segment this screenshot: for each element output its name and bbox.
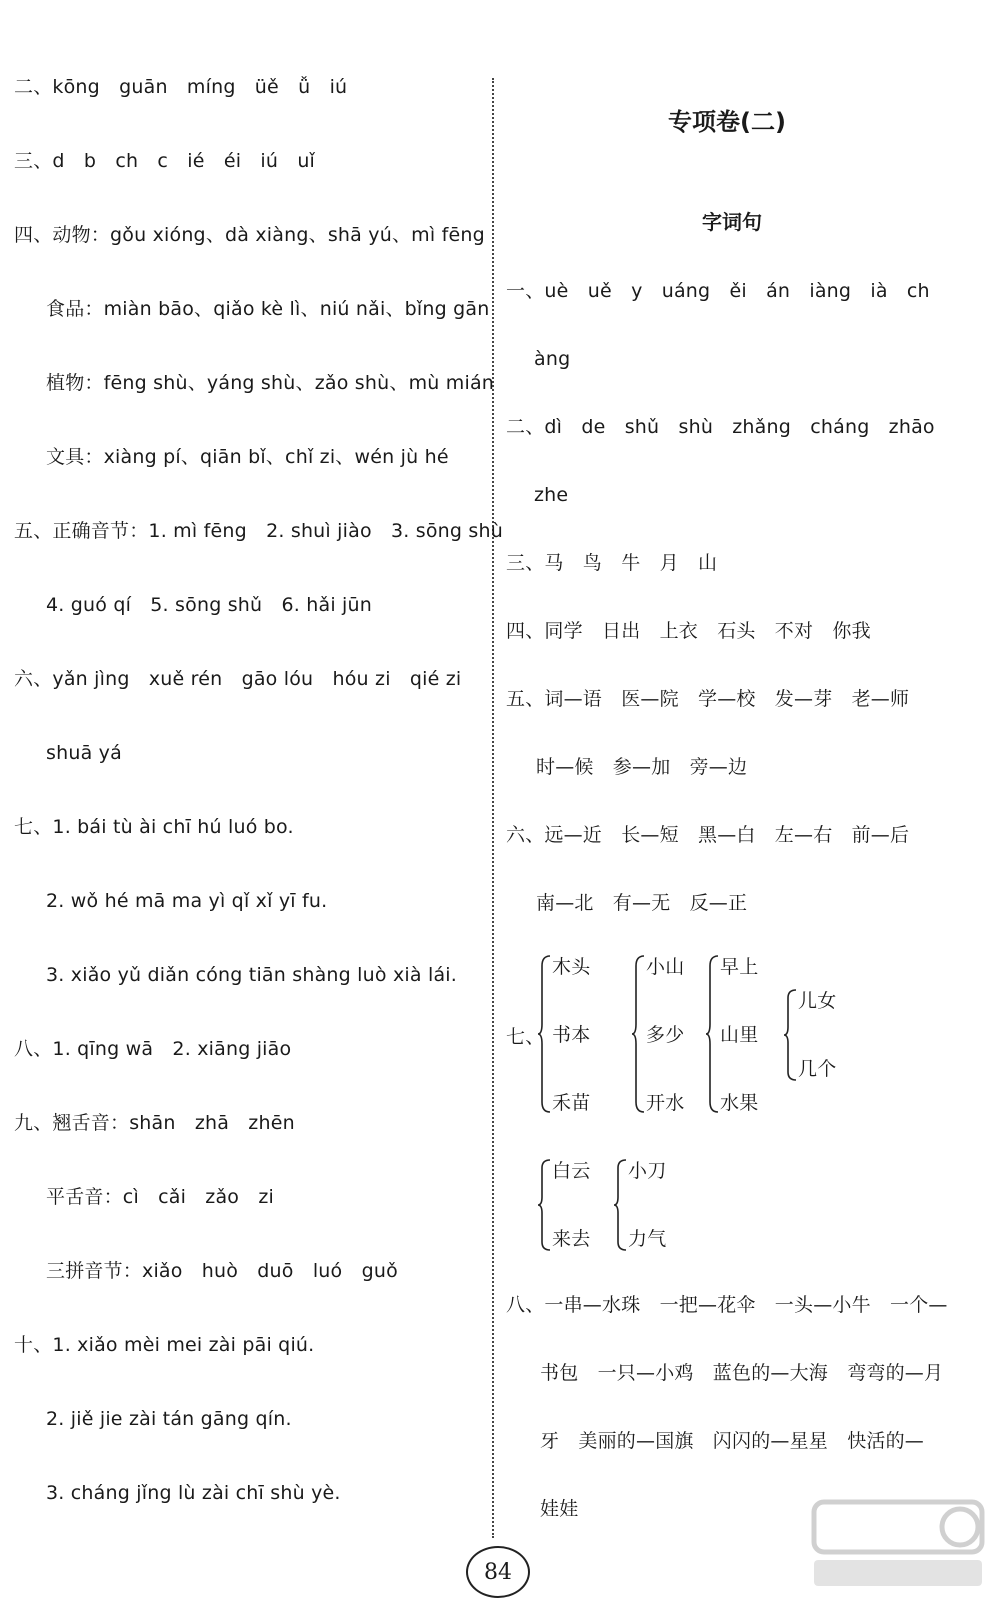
- right-answer-3: 三、马 鸟 牛 月 山: [506, 552, 718, 574]
- right-answer-4: 四、同学 日出 上衣 石头 不对 你我: [506, 620, 871, 642]
- brace-group-2: [632, 954, 646, 1114]
- group-3-item-3: 水果: [720, 1092, 759, 1114]
- left-answer-4-plants: 植物：fēng shù、yáng shù、zǎo shù、mù mián: [46, 372, 495, 394]
- group-1-item-1: 木头: [552, 956, 591, 978]
- left-answer-9b: 平舌音：cì cǎi zǎo zi: [46, 1186, 274, 1208]
- group-5-item-1: 白云: [552, 1160, 591, 1182]
- brace-group-6: [614, 1158, 628, 1252]
- page-number: 84: [466, 1546, 530, 1598]
- right-answer-8b: 书包 一只—小鸡 蓝色的—大海 弯弯的—月: [540, 1362, 944, 1384]
- column-divider: [492, 78, 494, 1538]
- group-1-item-3: 禾苗: [552, 1092, 591, 1114]
- left-answer-6a: 六、yǎn jìng xuě rén gāo lóu hóu zi qié zi: [14, 668, 462, 690]
- left-answer-8: 八、1. qīng wā 2. xiāng jiāo: [14, 1038, 292, 1060]
- left-answer-5a: 五、正确音节：1. mì fēng 2. shuì jiào 3. sōng shù: [14, 520, 503, 542]
- left-answer-4-animals: 四、动物：gǒu xióng、dà xiàng、shā yú、mì fēng: [14, 224, 485, 246]
- left-answer-9a: 九、翘舌音：shān zhā zhēn: [14, 1112, 295, 1134]
- right-answer-6a: 六、远—近 长—短 黑—白 左—右 前—后: [506, 824, 910, 846]
- group-3-item-1: 早上: [720, 956, 759, 978]
- group-4-item-2: 几个: [798, 1058, 837, 1080]
- left-answer-10b: 2. jiě jie zài tán gāng qín.: [46, 1408, 292, 1430]
- left-answer-4-food: 食品：miàn bāo、qiǎo kè lì、niú nǎi、bǐng gān: [46, 298, 490, 320]
- left-answer-9c: 三拼音节：xiǎo huò duō luó guǒ: [46, 1260, 398, 1282]
- right-answer-2a: 二、dì de shǔ shù zhǎng cháng zhāo: [506, 416, 935, 438]
- brace-group-4: [784, 988, 798, 1082]
- right-answer-1b: àng: [534, 348, 571, 370]
- right-answer-8c: 牙 美丽的—国旗 闪闪的—星星 快活的—: [540, 1430, 925, 1452]
- left-answer-10c: 3. cháng jǐng lù zài chī shù yè.: [46, 1482, 341, 1504]
- right-answer-5b: 时—候 参—加 旁—边: [536, 756, 748, 778]
- right-answer-8a: 八、一串—水珠 一把—花伞 一头—小牛 一个—: [506, 1294, 948, 1316]
- right-answer-6b: 南—北 有—无 反—正: [536, 892, 748, 914]
- group-3-item-2: 山里: [720, 1024, 759, 1046]
- group-2-item-2: 多少: [646, 1024, 685, 1046]
- left-answer-7c: 3. xiǎo yǔ diǎn cóng tiān shàng luò xià lái.: [46, 964, 458, 986]
- left-answer-5b: 4. guó qí 5. sōng shǔ 6. hǎi jūn: [46, 594, 373, 616]
- group-4-item-1: 儿女: [798, 990, 837, 1012]
- group-2-item-3: 开水: [646, 1092, 685, 1114]
- group-5-item-2: 来去: [552, 1228, 591, 1250]
- left-answer-7b: 2. wǒ hé mā ma yì qǐ xǐ yī fu.: [46, 890, 328, 912]
- watermark-logo-icon: [810, 1496, 986, 1592]
- left-answer-4-stationery: 文具：xiàng pí、qiān bǐ、chǐ zi、wén jù hé: [46, 446, 449, 468]
- right-answer-2b: zhe: [534, 484, 569, 506]
- group-1-item-2: 书本: [552, 1024, 591, 1046]
- left-answer-2: 二、kōng guān míng üě ǚ iú: [14, 76, 348, 98]
- brace-group-3: [706, 954, 720, 1114]
- brace-group-5: [538, 1158, 552, 1252]
- section-title: 专项卷(二): [668, 108, 786, 136]
- left-answer-10a: 十、1. xiǎo mèi mei zài pāi qiú.: [14, 1334, 315, 1356]
- group-2-item-1: 小山: [646, 956, 685, 978]
- left-answer-3: 三、d b ch c ié éi iú uǐ: [14, 150, 316, 172]
- section-subtitle: 字词句: [702, 210, 762, 234]
- brace-group-1: [538, 954, 552, 1114]
- group-6-item-1: 小刀: [628, 1160, 667, 1182]
- right-answer-5a: 五、词—语 医—院 学—校 发—芽 老—师: [506, 688, 910, 710]
- right-answer-7-label: 七、: [506, 1026, 545, 1048]
- left-answer-6b: shuā yá: [46, 742, 122, 764]
- right-answer-8d: 娃娃: [540, 1498, 579, 1520]
- right-answer-1a: 一、uè uě y uáng ěi án iàng ià ch: [506, 280, 930, 302]
- group-6-item-2: 力气: [628, 1228, 667, 1250]
- left-answer-7a: 七、1. bái tù ài chī hú luó bo.: [14, 816, 294, 838]
